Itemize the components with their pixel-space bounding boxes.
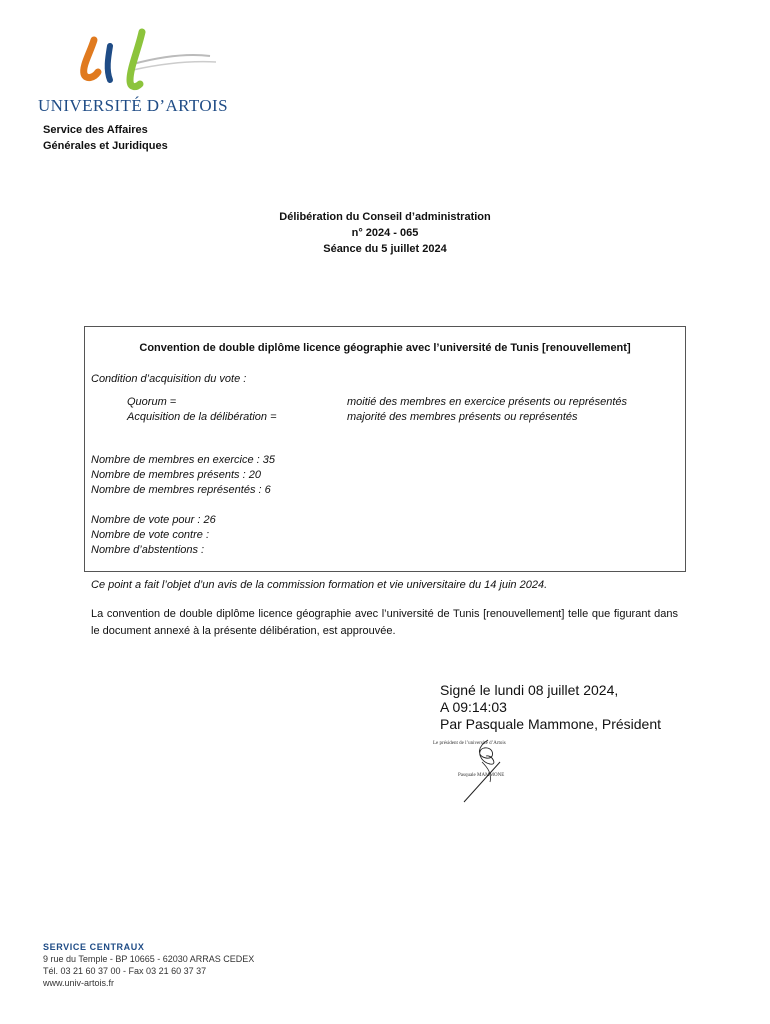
handwritten-signature	[430, 732, 540, 808]
footer-address: 9 rue du Temple - BP 10665 - 62030 ARRAS CEDEX	[43, 954, 255, 964]
signature-block	[440, 682, 661, 733]
service-line-1: Service des Affaires	[43, 124, 148, 136]
box-title: Convention de double diplôme licence géographie avec l’université de Tunis [renouvellement]	[139, 342, 631, 354]
signature-stamp-text-2: Pasquale MAMMONE	[458, 773, 505, 778]
acquisition-value: majorité des membres présents ou représentés	[347, 411, 578, 423]
signature-time: A 09:14:03	[440, 699, 507, 715]
members-exercice: Nombre de membres en exercice : 35	[91, 454, 276, 466]
vote-contre: Nombre de vote contre :	[91, 529, 210, 541]
deliberation-heading	[0, 209, 770, 257]
deliberation-title: Délibération du Conseil d’administration	[279, 211, 491, 223]
deliberation-number: n° 2024 - 065	[351, 227, 419, 239]
university-name: UNIVERSITÉ D’ARTOIS	[38, 96, 228, 115]
commission-note: Ce point a fait l’objet d’un avis de la commission formation et vie universitaire du 14 juin 2024.	[91, 579, 548, 591]
abstentions: Nombre d’abstentions :	[91, 544, 205, 556]
members-representes: Nombre de membres représentés : 6	[91, 484, 271, 496]
footer-phone: Tél. 03 21 60 37 00 - Fax 03 21 60 37 37	[43, 966, 207, 976]
signatory: Par Pasquale Mammone, Président	[440, 716, 661, 732]
service-name	[43, 122, 168, 154]
quorum-value: moitié des membres en exercice présents ou représentés	[347, 396, 628, 408]
acquisition-label: Acquisition de la délibération =	[127, 411, 277, 423]
signature-date: Signé le lundi 08 juillet 2024,	[440, 682, 619, 698]
condition-label: Condition d’acquisition du vote :	[91, 373, 247, 385]
signature-stamp-text-1: Le président de l’université d’Artois	[433, 741, 506, 746]
service-line-2: Générales et Juridiques	[43, 140, 168, 152]
footer-heading: SERVICE CENTRAUX	[43, 942, 145, 952]
members-presents: Nombre de membres présents : 20	[91, 469, 261, 481]
decision-text: La convention de double diplôme licence géographie avec l’université de Tunis [renouvellement] telle que figurant dans le document annexé à la présente délibération, est approuvée.	[91, 608, 678, 637]
footer-website[interactable]: www.univ-artois.fr	[43, 978, 115, 988]
footer	[43, 941, 254, 989]
quorum-label: Quorum =	[127, 396, 177, 408]
session-date: Séance du 5 juillet 2024	[323, 243, 447, 255]
vote-pour: Nombre de vote pour : 26	[91, 514, 216, 526]
